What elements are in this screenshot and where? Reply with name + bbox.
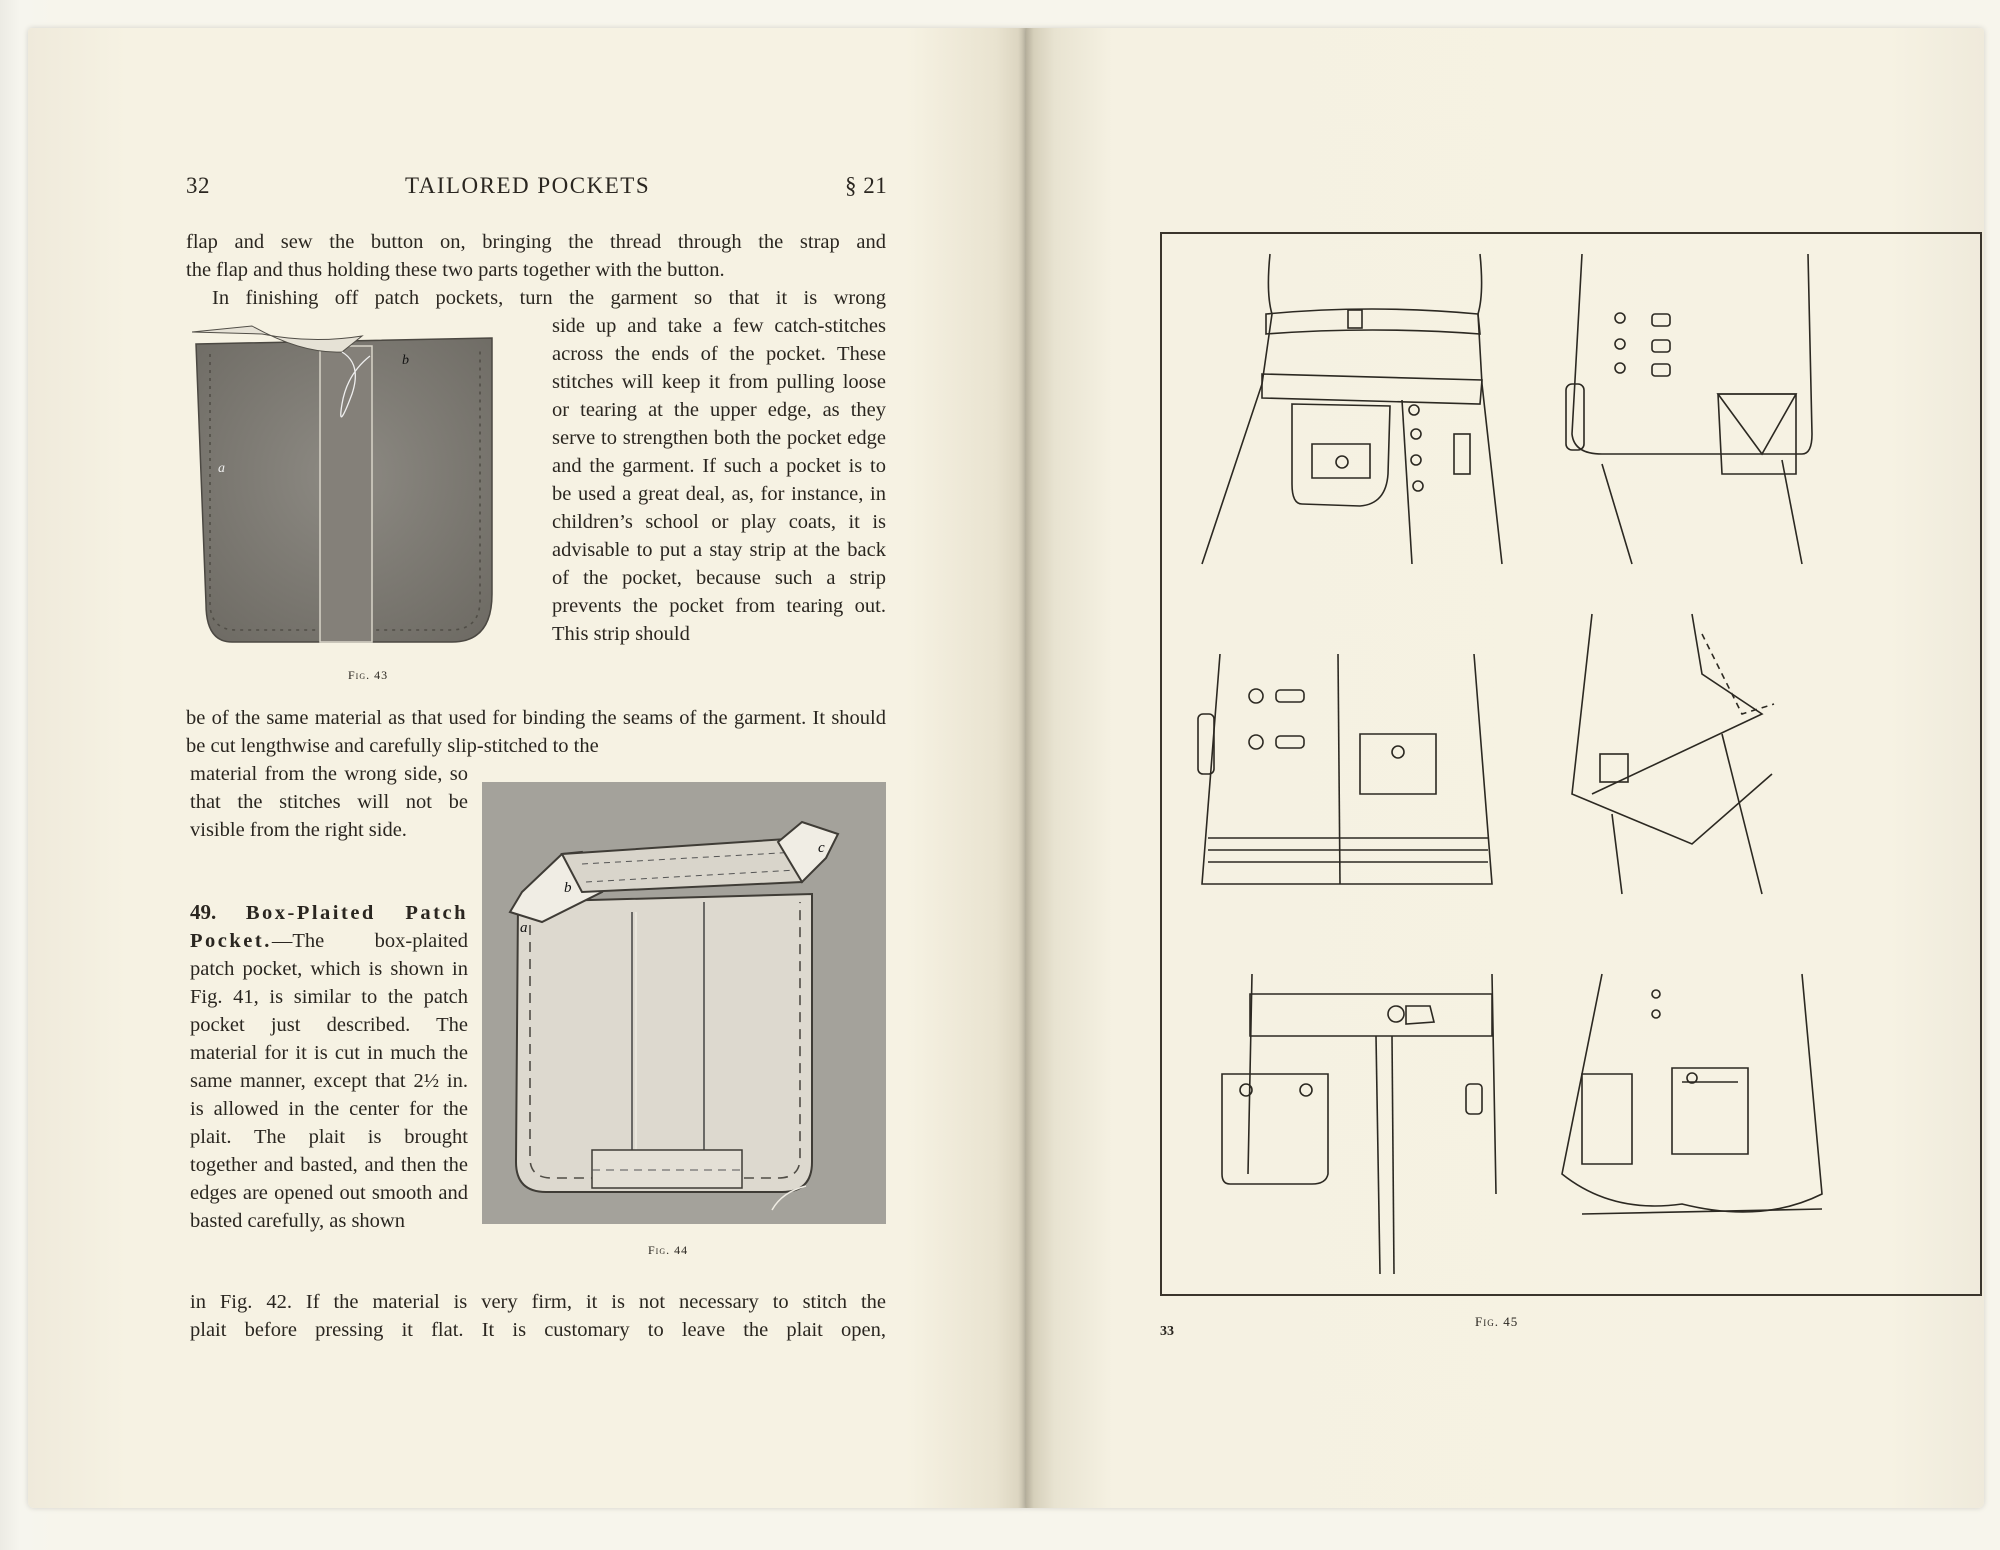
page-number-left: 32 (186, 173, 210, 198)
garment-pockets-illustrations (1162, 234, 1980, 1294)
text-block: material from the wrong side, so that the stitches will not be visible from the right side. (190, 763, 468, 841)
text-line: flap and sew the button on, bringing the thread through the strap and (186, 231, 886, 253)
paragraph-1 (186, 228, 886, 312)
paragraph-2-wrapped (552, 312, 886, 648)
dress-patch-pocket-sketch (1202, 254, 1502, 564)
coat-rectangular-pocket-sketch (1198, 654, 1492, 884)
label-b: b (402, 353, 409, 368)
label-a: a (218, 461, 225, 476)
text-line: in Fig. 42. If the material is very firm, it is not necessary to stitch the (190, 1291, 886, 1313)
paragraph-3-continued (190, 1288, 886, 1344)
section-49 (190, 898, 468, 1235)
label-b: b (564, 880, 572, 896)
coat-flap-pocket-sketch (1566, 254, 1812, 564)
section-title-2: Patch Pocket. (190, 902, 469, 952)
book-gutter (1018, 28, 1034, 1508)
dress-belt-pocket-sketch (1222, 974, 1496, 1274)
running-title: TAILORED POCKETS (405, 173, 651, 198)
text-line: the flap and thus holding these two parts together with the button. (186, 259, 725, 281)
section-heading (190, 898, 468, 1235)
coat-diagonal-pocket-sketch (1572, 614, 1774, 894)
figure-45-plate (1160, 232, 1982, 1296)
text-line: plait before pressing it flat. It is customary to leave the plait open, (190, 1319, 886, 1341)
text-block: side up and take a few catch-stitches across the ends of the pocket. These stitches will keep it from pulling loose or tearing at the upper edge, as they serve to strengthen both the pocket edge and the garment. If such a pocket is to be used a great deal, as, for instance, in children’s school or play coats, it is advisable to put a stay strip at the back of the pocket, because such a strip prevents the pocket from tearing out. This strip should (552, 315, 886, 645)
dress-two-pockets-sketch (1562, 974, 1822, 1214)
text-block: —The box-plaited patch pocket, which is shown in Fig. 41, is similar to the patch pocket just described. The material for it is cut in much the same manner, except that 2½ in. is allowed in the center for the plait. The plait is brought together and basted, and then the edges are opened out smooth and basted carefully, as shown (190, 930, 468, 1232)
box-plaited-pocket-illustration (482, 782, 886, 1224)
patch-pocket-illustration (192, 324, 498, 649)
figure-43-caption: Fig. 43 (348, 668, 389, 682)
section-title-1: Box-Plaited (245, 902, 376, 924)
section-marker: § 21 (845, 173, 888, 198)
paragraph-2-continued (186, 704, 886, 760)
figure-44 (482, 782, 886, 1224)
text-block: be of the same material as that used for binding the seams of the garment. It should be cut lengthwise and carefully slip-stitched to the (186, 707, 886, 757)
label-a: a (520, 920, 528, 936)
figure-45-caption: Fig. 45 (1475, 1314, 1519, 1329)
figure-43 (192, 324, 498, 649)
figure-44-caption: Fig. 44 (648, 1243, 689, 1257)
page-number-right: 33 (1160, 1324, 1174, 1339)
paragraph-2-narrow (190, 760, 468, 844)
section-number: 49. (190, 900, 217, 924)
text-line: In finishing off patch pockets, turn the garment so that it is wrong (212, 287, 886, 309)
label-c: c (818, 840, 825, 856)
